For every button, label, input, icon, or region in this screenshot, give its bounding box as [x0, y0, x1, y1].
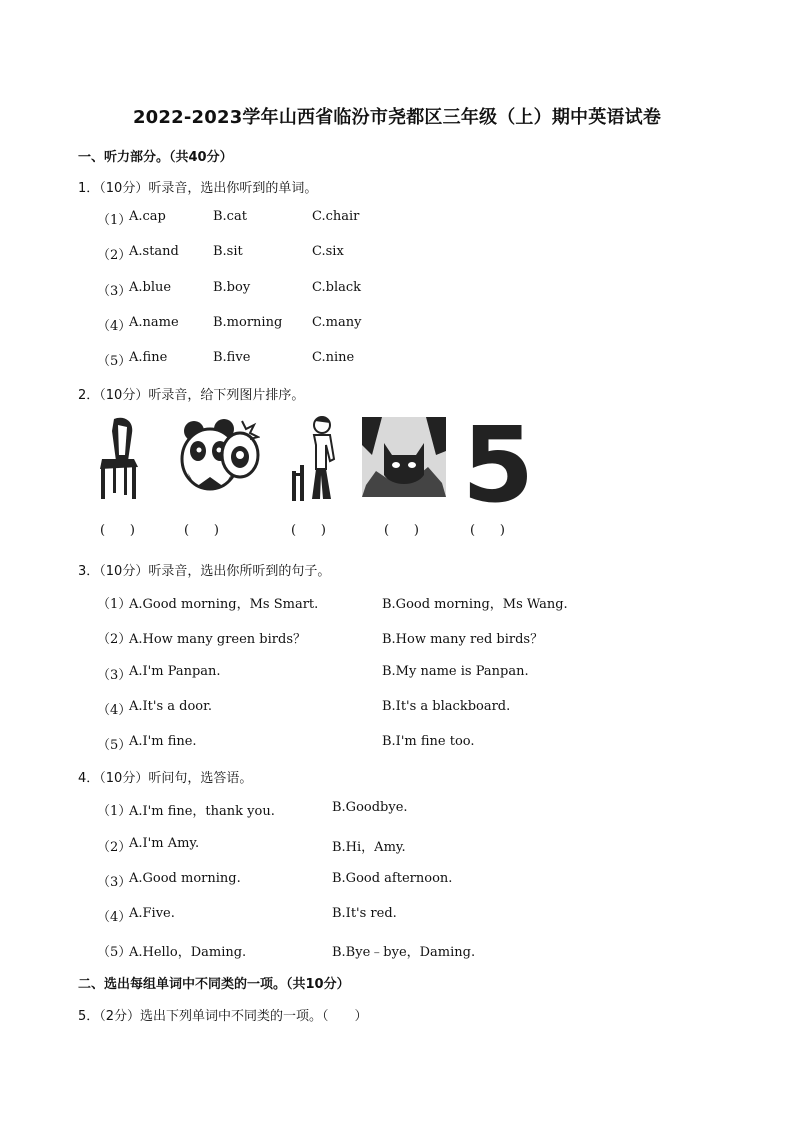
- option-a: A.I'm Panpan.: [129, 664, 221, 679]
- option-a: A.stand: [129, 244, 179, 259]
- item-number: （1）: [97, 804, 132, 819]
- answer-paren-1: ( ): [100, 523, 135, 538]
- item-number: （4）: [97, 910, 132, 925]
- option-a: A.blue: [129, 280, 172, 295]
- item-number: （3）: [97, 668, 132, 683]
- picture-row: [92, 415, 542, 505]
- item-number: （2）: [97, 248, 132, 263]
- option-b: B.It's a blackboard.: [382, 699, 511, 714]
- option-a: A.Good morning，Ms Smart.: [129, 597, 319, 612]
- number-five-icon: [458, 415, 538, 505]
- item-number: （5）: [97, 945, 132, 960]
- number-five-glyph: 5: [461, 415, 535, 505]
- item-number: （1）: [97, 213, 132, 228]
- option-b: B.cat: [213, 209, 247, 224]
- answer-paren-2: ( ): [184, 523, 219, 538]
- option-a: A.I'm Amy.: [129, 836, 200, 851]
- option-b: B.Goodbye.: [332, 800, 408, 815]
- option-b: B.boy: [213, 280, 251, 295]
- option-c: C.six: [312, 244, 344, 259]
- option-a: A.Five.: [129, 906, 175, 921]
- option-a: A.fine: [129, 350, 168, 365]
- option-c: C.nine: [312, 350, 355, 365]
- option-b: B.It's red.: [332, 906, 397, 921]
- option-c: C.black: [312, 280, 362, 295]
- option-a: A.Hello，Daming.: [129, 945, 247, 960]
- section-heading-listening: 一、听力部分。（共40分）: [78, 150, 233, 165]
- question-4-stem: 4．（10分）听问句，选答语。: [78, 771, 253, 786]
- question-5-stem: 5．（2分）选出下列单词中不同类的一项。（ ）: [78, 1009, 368, 1024]
- option-c: C.many: [312, 315, 362, 330]
- question-3-stem: 3．（10分）听录音，选出你所听到的句子。: [78, 564, 331, 579]
- item-number: （2）: [97, 632, 132, 647]
- chair-icon: [94, 415, 144, 503]
- page-title: 2022-2023学年山西省临汾市尧都区三年级（上）期中英语试卷: [132, 107, 662, 128]
- option-a: A.I'm fine.: [129, 734, 197, 749]
- answer-paren-5: ( ): [470, 523, 505, 538]
- option-b: B.five: [213, 350, 251, 365]
- option-b: B.How many red birds？: [382, 632, 544, 647]
- item-number: （4）: [97, 319, 132, 334]
- item-number: （5）: [97, 738, 132, 753]
- section-heading-classify: 二、选出每组单词中不同类的一项。（共10分）: [78, 977, 350, 992]
- option-a: A.I'm fine，thank you.: [129, 804, 275, 819]
- question-1-stem: 1．（10分）听录音，选出你听到的单词。: [78, 181, 318, 196]
- panda-icon: [180, 415, 260, 495]
- option-a: A.It's a door.: [129, 699, 213, 714]
- question-2-stem: 2．（10分）听录音，给下列图片排序。: [78, 388, 305, 403]
- option-b: B.I'm fine too.: [382, 734, 475, 749]
- item-number: （5）: [97, 354, 132, 369]
- option-a: A.name: [129, 315, 179, 330]
- option-a: A.How many green birds？: [129, 632, 306, 647]
- option-b: B.sit: [213, 244, 243, 259]
- option-b: B.Hi，Amy.: [332, 840, 406, 855]
- option-b: B.My name is Panpan.: [382, 664, 529, 679]
- option-a: A.cap: [129, 209, 166, 224]
- item-number: （1）: [97, 597, 132, 612]
- option-a: A.Good morning.: [129, 871, 241, 886]
- item-number: （3）: [97, 875, 132, 890]
- option-b: B.Good afternoon.: [332, 871, 453, 886]
- item-number: （2）: [97, 840, 132, 855]
- answer-paren-4: ( ): [384, 523, 419, 538]
- option-b: B.morning: [213, 315, 283, 330]
- item-number: （3）: [97, 284, 132, 299]
- answer-paren-3: ( ): [291, 523, 326, 538]
- item-number: （4）: [97, 703, 132, 718]
- boy-standing-icon: [290, 415, 340, 505]
- cat-icon: [362, 415, 446, 499]
- option-b: B.Bye﹣bye，Daming.: [332, 945, 476, 960]
- option-c: C.chair: [312, 209, 360, 224]
- option-b: B.Good morning，Ms Wang.: [382, 597, 568, 612]
